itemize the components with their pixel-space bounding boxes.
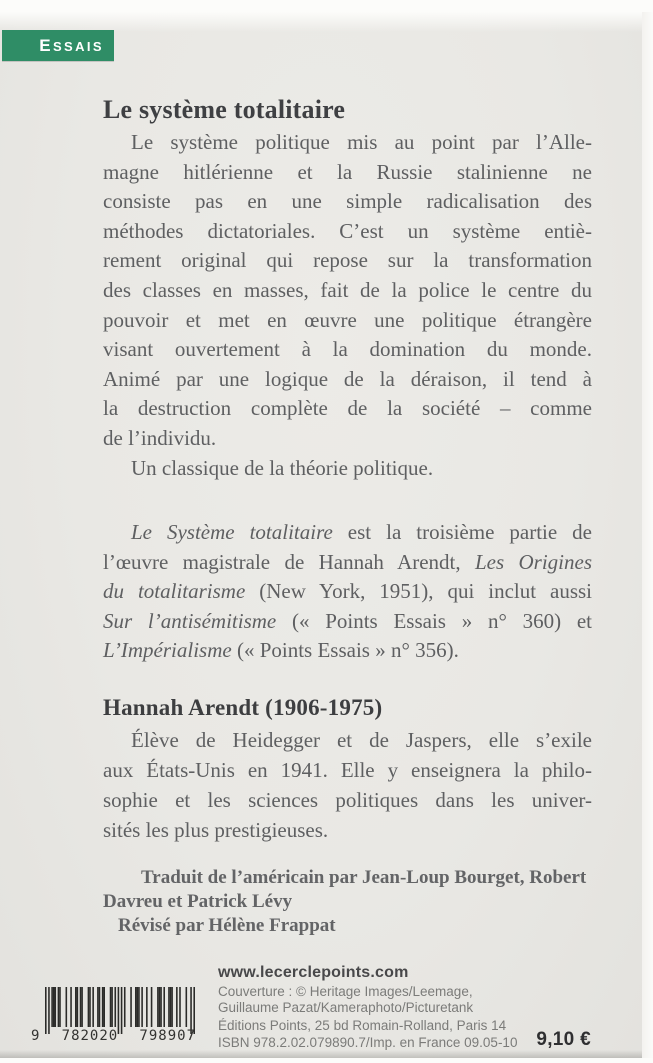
author-bio-paragraph bbox=[103, 726, 592, 846]
text-line bbox=[103, 365, 592, 395]
text-run: L’Impérialisme bbox=[103, 638, 232, 663]
text-run: pouvoir et met en œuvre une politique étrangère bbox=[103, 307, 592, 332]
synopsis-paragraph bbox=[103, 128, 592, 454]
text-line bbox=[103, 306, 592, 336]
text-line bbox=[218, 1035, 548, 1051]
tagline-paragraph bbox=[103, 454, 592, 484]
text-run: l’œuvre magistrale de Hannah Arendt, bbox=[103, 549, 475, 574]
text-run: Couverture : © Heritage Images/Leemage, bbox=[218, 984, 473, 999]
text-run: du totalitarisme bbox=[103, 579, 246, 604]
text-line bbox=[218, 1018, 548, 1034]
text-run: Guillaume Pazat/Kameraphoto/Picturetank bbox=[218, 1000, 474, 1016]
barcode-bars bbox=[45, 987, 195, 1034]
barcode-digit-group: 782020 bbox=[61, 1028, 119, 1044]
text-line bbox=[103, 394, 592, 424]
barcode-digit-group: 798907 bbox=[139, 1028, 196, 1044]
photo-bottom-shadow bbox=[0, 1050, 642, 1058]
author-heading: Hannah Arendt (1906-1975) bbox=[103, 695, 383, 720]
about-work-paragraph bbox=[103, 518, 592, 666]
text-run: Un classique de la théorie politique. bbox=[131, 456, 434, 480]
text-line bbox=[103, 866, 592, 890]
text-run: visant ouvertement à la domination du monde. bbox=[103, 337, 592, 362]
text-line bbox=[218, 1000, 548, 1016]
text-line bbox=[103, 128, 592, 158]
text-line bbox=[103, 246, 592, 276]
text-run: Traduit de l’américain par Jean-Loup Bourget, Robert bbox=[141, 867, 587, 888]
ean-barcode bbox=[31, 987, 198, 1047]
collection-badge bbox=[2, 30, 114, 61]
text-run: (New York, 1951), qui inclut aussi bbox=[245, 579, 592, 604]
text-line bbox=[103, 607, 592, 637]
barcode-digits bbox=[31, 1028, 196, 1044]
text-line bbox=[103, 548, 592, 578]
text-line bbox=[103, 217, 592, 247]
text-run: des classes en masses, fait de la police le centre du bbox=[103, 277, 592, 302]
text-run: rement original qui repose sur la transformation bbox=[103, 248, 592, 273]
text-run: ISBN 978.2.02.079890.7/Imp. en France 09.05-10 bbox=[218, 1034, 518, 1050]
text-line bbox=[103, 816, 592, 846]
price-label: 9,10 € bbox=[536, 1029, 591, 1050]
text-run: sophie et les sciences politiques dans les univer- bbox=[103, 787, 592, 812]
text-run: Le Système totalitaire bbox=[131, 520, 333, 544]
text-line bbox=[103, 577, 592, 607]
text-line bbox=[103, 335, 592, 365]
barcode-digit-group: 9 bbox=[31, 1028, 41, 1044]
text-run: Davreu et Patrick Lévy bbox=[103, 891, 293, 912]
text-line bbox=[103, 276, 592, 306]
photo-right-edge bbox=[642, 12, 653, 1058]
text-line bbox=[103, 890, 592, 914]
text-run: Le système politique mis au point par l’Alle- bbox=[131, 130, 592, 154]
text-line bbox=[103, 756, 592, 786]
text-run: aux États-Unis en 1941. Elle y enseignera la philo- bbox=[103, 757, 592, 782]
text-run: Sur l’antisémitisme bbox=[103, 608, 277, 633]
collection-badge-label: ESSAIS bbox=[39, 35, 104, 55]
text-run: consiste pas en une simple radicalisation des bbox=[103, 189, 592, 214]
text-run: Élève de Heidegger et de Jaspers, elle s’exile bbox=[131, 728, 592, 752]
text-run: est la troisième partie de bbox=[332, 520, 592, 544]
text-run: sités les plus prestigieuses. bbox=[103, 817, 329, 842]
text-line bbox=[103, 914, 592, 938]
text-line bbox=[103, 454, 592, 484]
text-line bbox=[103, 187, 592, 217]
publisher-website: www.lecerclepoints.com bbox=[218, 964, 409, 981]
text-run: de l’individu. bbox=[103, 425, 217, 450]
text-run: Révisé par Hélène Frappat bbox=[118, 915, 336, 936]
text-line bbox=[103, 726, 592, 756]
text-run: magne hitlérienne et la Russie stalinienne ne bbox=[103, 159, 592, 184]
text-run: la destruction complète de la société – comme bbox=[103, 396, 592, 421]
translation-credits bbox=[103, 866, 592, 938]
text-run: (« Points Essais » n° 356). bbox=[231, 638, 459, 663]
text-run: (« Points Essais » n° 360) et bbox=[276, 608, 592, 633]
text-line bbox=[103, 158, 592, 188]
book-title: Le système totalitaire bbox=[103, 95, 346, 124]
text-run: Animé par une logique de la déraison, il tend à bbox=[103, 366, 592, 391]
text-line bbox=[103, 786, 592, 816]
text-run: Éditions Points, 25 bd Romain-Rolland, Paris 14 bbox=[218, 1018, 507, 1034]
text-run: méthodes dictatoriales. C’est un système entiè- bbox=[103, 218, 592, 243]
text-line bbox=[103, 636, 592, 666]
publisher-info-lines bbox=[218, 984, 548, 1051]
text-line bbox=[103, 424, 592, 454]
text-run: Les Origines bbox=[474, 549, 592, 574]
text-line bbox=[218, 984, 548, 1000]
text-line bbox=[103, 518, 592, 548]
